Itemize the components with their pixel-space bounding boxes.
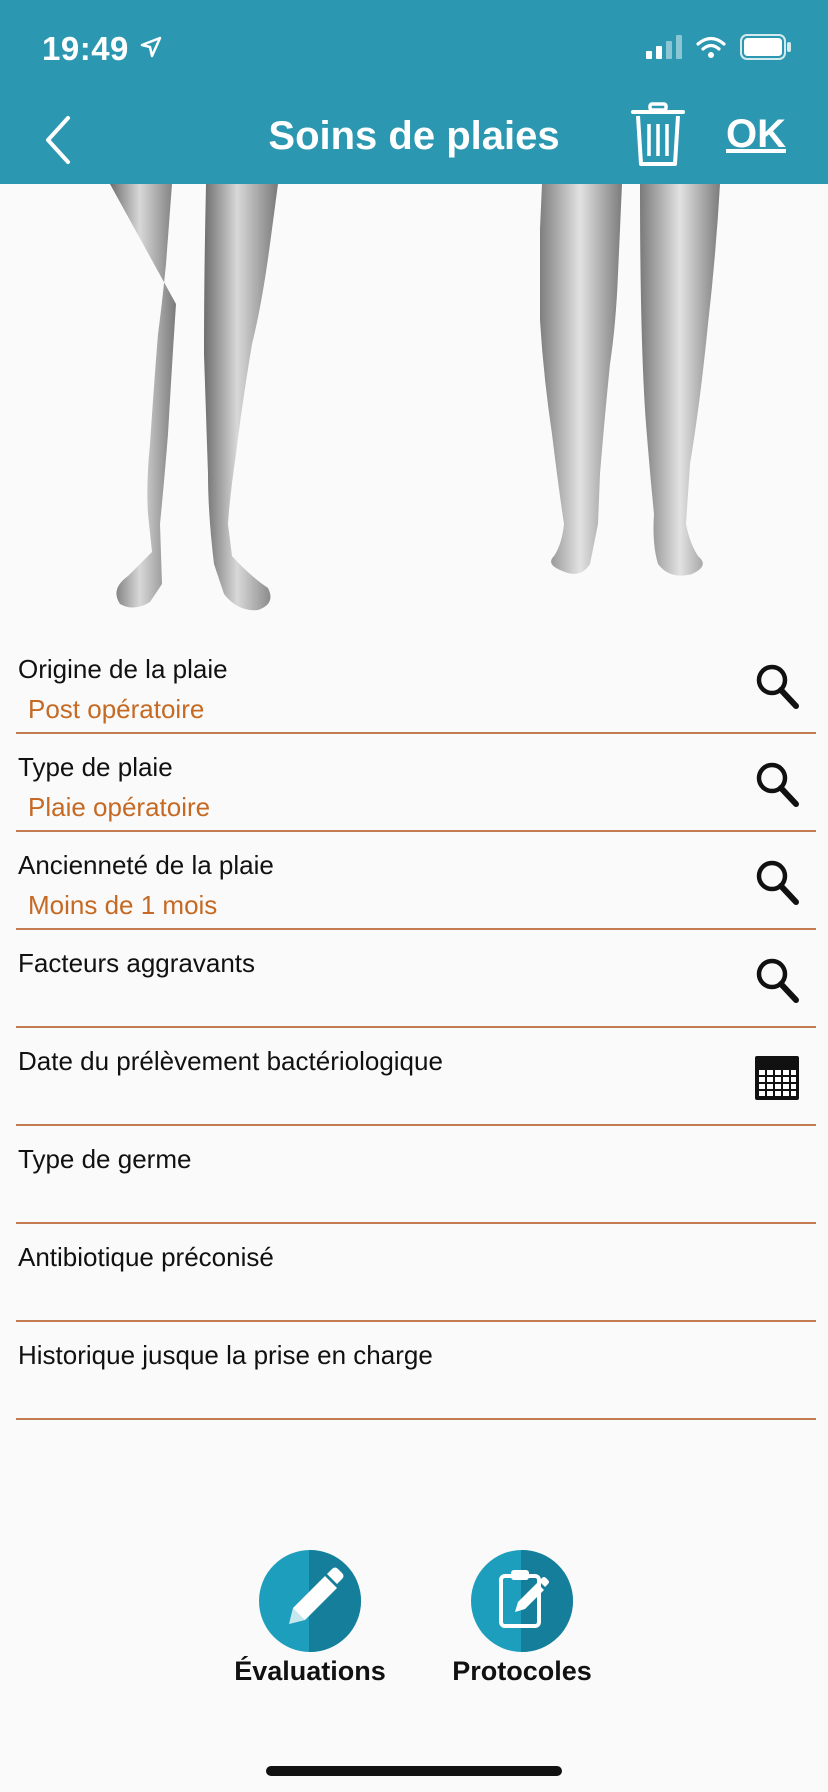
field-antibiotique[interactable]	[16, 1222, 816, 1322]
evaluations-circle[interactable]	[259, 1550, 361, 1652]
field-label: Historique jusque la prise en charge	[18, 1340, 433, 1370]
signal-icon	[646, 35, 682, 59]
battery-icon	[740, 34, 792, 60]
location-arrow-icon	[140, 36, 162, 58]
protocols-circle[interactable]	[471, 1550, 573, 1652]
bottom-actions	[0, 1550, 828, 1690]
field-value: Post opératoire	[28, 694, 205, 724]
page-title: Soins de plaies	[268, 114, 560, 158]
field-label: Origine de la plaie	[18, 654, 228, 684]
field-label: Type de germe	[18, 1144, 192, 1174]
search-icon[interactable]	[754, 760, 800, 808]
pencil-icon	[259, 1550, 361, 1652]
field-label: Facteurs aggravants	[18, 948, 256, 978]
field-type-plaie[interactable]	[16, 732, 816, 832]
protocols-label: Protocoles	[452, 1656, 592, 1686]
ok-button[interactable]: OK	[726, 112, 786, 156]
field-facteurs-aggravants[interactable]	[16, 928, 816, 1028]
legs-front-illustration[interactable]	[100, 184, 290, 624]
field-label: Antibiotique préconisé	[18, 1242, 274, 1272]
field-anciennete-plaie[interactable]	[16, 830, 816, 930]
clipboard-pencil-icon	[471, 1550, 573, 1652]
field-origine-plaie[interactable]	[16, 634, 816, 734]
field-value: Moins de 1 mois	[28, 890, 218, 920]
calendar-icon[interactable]	[754, 1054, 800, 1102]
field-label: Date du prélèvement bactériologique	[18, 1046, 443, 1076]
field-historique[interactable]	[16, 1320, 816, 1420]
search-icon[interactable]	[754, 858, 800, 906]
search-icon[interactable]	[754, 956, 800, 1004]
trash-icon[interactable]	[630, 102, 686, 168]
protocols-button[interactable]	[432, 1550, 612, 1687]
body-diagram[interactable]	[0, 184, 828, 624]
field-label: Type de plaie	[18, 752, 173, 782]
field-label: Ancienneté de la plaie	[18, 850, 274, 880]
field-type-germe[interactable]	[16, 1124, 816, 1224]
evaluations-button[interactable]	[220, 1550, 400, 1687]
home-indicator[interactable]	[266, 1766, 562, 1776]
wifi-icon	[696, 35, 726, 59]
status-time: 19:49	[42, 30, 129, 67]
legs-back-illustration[interactable]	[540, 184, 730, 624]
search-icon[interactable]	[754, 662, 800, 710]
evaluations-label: Évaluations	[234, 1656, 386, 1686]
field-value: Plaie opératoire	[28, 792, 211, 822]
status-indicators	[646, 34, 792, 60]
back-chevron-icon[interactable]	[40, 112, 80, 168]
header-bar	[0, 0, 828, 184]
field-date-prelevement[interactable]	[16, 1026, 816, 1126]
